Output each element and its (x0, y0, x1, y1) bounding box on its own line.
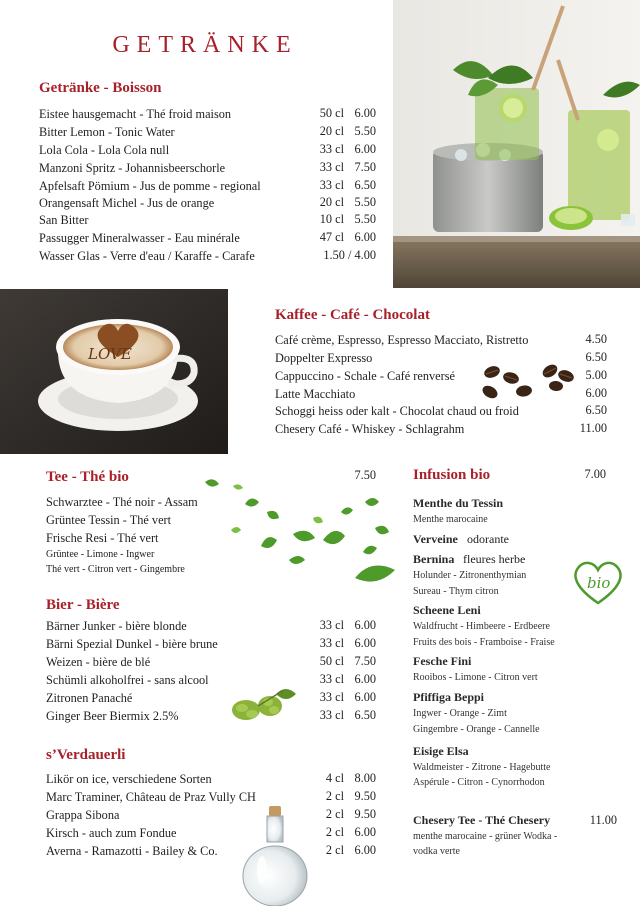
infusion-item-name: Menthe du Tessin (413, 496, 504, 510)
latte-art-text: LOVE (88, 345, 132, 363)
tee-item-name: Grüntee Tessin - Thé vert (46, 513, 172, 527)
tee-item-name: Schwarztee - Thé noir - Assam (46, 495, 198, 509)
infusion-price: 7.00 (584, 467, 606, 481)
infusion-item-detail: Holunder - Zitronenthymian (413, 570, 527, 581)
infusion-item-detail: Ingwer - Orange - Zimt (413, 708, 507, 719)
boisson-item-name: Lola Cola - Lola Cola null (39, 143, 170, 157)
bier-item-name: Schümli alkoholfrei - sans alcool (46, 673, 209, 687)
bier-item-price: 6.00 (354, 672, 376, 686)
cappuccino-photo (0, 289, 228, 454)
boisson-item-volume: 10 cl (319, 212, 344, 226)
verdauerli-item-name: Grappa Sibona (46, 808, 120, 822)
boisson-item-price: 6.00 (354, 230, 376, 244)
verdauerli-item-name: Kirsch - auch zum Fondue (46, 826, 177, 840)
infusion-item-extra: fleures herbe (463, 552, 526, 566)
bier-item-price: 6.00 (354, 636, 376, 650)
boisson-item-volume: 47 cl (319, 230, 344, 244)
kaffee-item-name: Latte Macchiato (275, 387, 356, 401)
bier-item-price: 6.00 (354, 618, 376, 632)
infusion-item-detail: Aspérule - Citron - Cynorrhodon (413, 777, 545, 788)
chesery-tee-detail: vodka verte (413, 846, 460, 857)
section-heading-kaffee: Kaffee - Café - Chocolat (275, 307, 430, 323)
tee-item-name: Frische Resi - Thé vert (46, 531, 159, 545)
coffee-beans-image (478, 358, 578, 400)
verdauerli-item-name: Averna - Ramazotti - Bailey & Co. (46, 844, 218, 858)
verdauerli-item-volume: 2 cl (325, 807, 344, 821)
hops-image (226, 686, 298, 732)
section-heading-bier: Bier - Bière (46, 597, 120, 613)
bier-item-name: Bärner Junker - bière blonde (46, 619, 187, 633)
boisson-item-price: 7.50 (354, 160, 376, 174)
kaffee-item-price: 11.00 (579, 421, 607, 435)
kaffee-item-name: Chesery Café - Whiskey - Schlagrahm (275, 422, 465, 436)
kaffee-item-name: Doppelter Expresso (275, 351, 373, 365)
section-heading-tee: Tee - Thé bio (46, 469, 129, 485)
bier-item-price: 6.50 (354, 708, 376, 722)
infusion-item-name: Eisige Elsa (413, 744, 469, 758)
boisson-item-volume: 33 cl (319, 178, 344, 192)
infusion-item-detail: Sureau - Thym citron (413, 586, 499, 597)
verdauerli-item-volume: 2 cl (325, 843, 344, 857)
bio-badge-icon (570, 558, 626, 606)
boisson-item-name: Manzoni Spritz - Johannisbeerschorle (39, 161, 226, 175)
verdauerli-item-volume: 2 cl (325, 789, 344, 803)
chesery-tee-detail: menthe marocaine - grüner Wodka - (413, 831, 558, 842)
boisson-item-name: Orangensaft Michel - Jus de orange (39, 196, 215, 210)
boisson-item-name: Passugger Mineralwasser - Eau minérale (39, 231, 240, 245)
bier-item-volume: 33 cl (319, 618, 344, 632)
bier-item-volume: 33 cl (319, 690, 344, 704)
infusion-item-name: Pfiffiga Beppi (413, 690, 484, 704)
boisson-item-volume: 20 cl (319, 124, 344, 138)
section-heading-boisson: Getränke - Boisson (39, 80, 162, 96)
verdauerli-item-name: Marc Traminer, Château de Praz Vully CH (46, 790, 256, 804)
infusion-item-name: Bernina (413, 552, 455, 566)
boisson-item-price: 6.50 (354, 178, 376, 192)
infusion-item-detail: Fruits des bois - Framboise - Fraise (413, 637, 555, 648)
tee-item-subtitle: Grüntee - Limone - Ingwer (46, 549, 155, 560)
infusion-item-name: Scheene Leni (413, 603, 481, 617)
boisson-item-name: Eistee hausgemacht - Thé froid maison (39, 107, 232, 121)
infusion-item-name: Fesche Fini (413, 654, 472, 668)
verdauerli-item-price: 9.50 (354, 789, 376, 803)
boisson-item-volume: 50 cl (319, 106, 344, 120)
boisson-item-price: 5.50 (354, 124, 376, 138)
page-title: GETRÄNKE (112, 32, 298, 58)
boisson-item-price: 6.00 (354, 142, 376, 156)
bottle-image (240, 804, 310, 906)
verdauerli-item-name: Likör on ice, verschiedene Sorten (46, 772, 212, 786)
tee-price: 7.50 (354, 468, 376, 482)
boisson-item-price: 5.50 (354, 195, 376, 209)
verdauerli-item-price: 8.00 (354, 771, 376, 785)
bier-item-volume: 33 cl (319, 672, 344, 686)
boisson-item-name: Apfelsaft Pömium - Jus de pomme - regional (39, 179, 261, 193)
infusion-item-name: Verveine (413, 532, 458, 546)
bio-badge-text: bio (587, 574, 611, 592)
bier-item-volume: 50 cl (319, 654, 344, 668)
chesery-tee-price: 11.00 (589, 813, 617, 827)
infusion-item-extra: odorante (467, 532, 509, 546)
kaffee-item-name: Café crème, Espresso, Espresso Macciato, Ristretto (275, 333, 529, 347)
verdauerli-item-price: 9.50 (354, 807, 376, 821)
bier-item-price: 7.50 (354, 654, 376, 668)
infusion-item-detail: Gingembre - Orange - Cannelle (413, 724, 540, 735)
bier-item-name: Bärni Spezial Dunkel - bière brune (46, 637, 218, 651)
boisson-item-volume: 33 cl (319, 142, 344, 156)
verdauerli-item-price: 6.00 (354, 843, 376, 857)
boisson-item-volume: 33 cl (319, 160, 344, 174)
bier-item-name: Ginger Beer Biermix 2.5% (46, 709, 179, 723)
kaffee-item-price: 6.50 (585, 403, 607, 417)
tea-leaves-image (195, 474, 410, 599)
verdauerli-item-price: 6.00 (354, 825, 376, 839)
bier-item-name: Zitronen Panaché (46, 691, 133, 705)
bier-item-volume: 33 cl (319, 708, 344, 722)
kaffee-item-price: 6.50 (585, 350, 607, 364)
boisson-item-volume: 20 cl (319, 195, 344, 209)
boisson-item-name: San Bitter (39, 213, 89, 227)
verdauerli-item-volume: 2 cl (325, 825, 344, 839)
bier-item-price: 6.00 (354, 690, 376, 704)
bier-item-name: Weizen - bière de blé (46, 655, 151, 669)
tee-item-subtitle: Thé vert - Citron vert - Gingembre (46, 564, 185, 575)
bier-item-volume: 33 cl (319, 636, 344, 650)
infusion-item-detail: Waldmeister - Zitrone - Hagebutte (413, 762, 551, 773)
verdauerli-item-volume: 4 cl (325, 771, 344, 785)
kaffee-item-price: 6.00 (585, 386, 607, 400)
kaffee-item-name: Cappuccino - Schale - Café renversé (275, 369, 455, 383)
infusion-item-detail: Menthe marocaine (413, 514, 488, 525)
section-heading-infusion: Infusion bio (413, 467, 491, 483)
infusion-item-detail: Rooibos - Limone - Citron vert (413, 672, 538, 683)
kaffee-item-price: 4.50 (585, 332, 607, 346)
drinks-photo (393, 0, 640, 288)
boisson-item-name: Wasser Glas - Verre d'eau / Karaffe - Carafe (39, 249, 255, 263)
section-heading-verdauerli: s’Verdauerli (46, 747, 126, 763)
boisson-item-name: Bitter Lemon - Tonic Water (39, 125, 175, 139)
chesery-tee-name: Chesery Tee - Thé Chesery (413, 813, 551, 827)
boisson-item-price: 6.00 (354, 106, 376, 120)
kaffee-item-name: Schoggi heiss oder kalt - Chocolat chaud ou froid (275, 404, 519, 418)
boisson-item-price: 1.50 / 4.00 (323, 248, 376, 262)
infusion-item-detail: Waldfrucht - Himbeere - Erdbeere (413, 621, 550, 632)
kaffee-item-price: 5.00 (585, 368, 607, 382)
boisson-item-price: 5.50 (354, 212, 376, 226)
